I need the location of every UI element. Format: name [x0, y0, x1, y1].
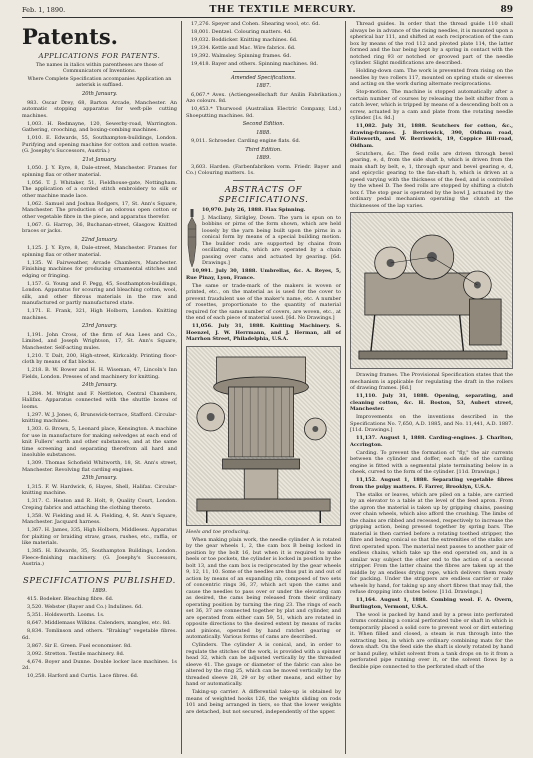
abstract-body: When making plain work, the needle cylinder A is rotated by the gear wheels 1, 2, the cam box B being locked in position by the bolt 16, but when it is required to make heels or toe pockets, the cylinder is locked in position by the bolt 13, and the cam box is reciprocated by the gear wheels 9, 12, 11, 10. Some of the needles are thus put in and out of action by means of an expanding rib, composed of two sets of concentric rings 36, 37, which act upon the cams and cause the needles to pass over or under the elevating cam as desired, the cams being released from their ordinary operating position by turning the ring 23. The rings of each set 36, 37 are connected together by plat and cylinder, and are operated from either cam 59, 51, which are rotated in opposite directions to the desired extent by means of racks and pinions, operated by hand ratchet gearing or automatically. Various forms of cams are described.: [186, 536, 341, 640]
figure-caption: Drawing frames. The Provisional Specification states that the mechanism is applicable for regulating the draft in the rollers of drawing frames. [6d.]: [350, 372, 513, 391]
spec-entry: 3,867. Sir E. Green. Fuel economiser. 8d.: [27, 642, 132, 649]
spec-entry: 19,418. Bayer and others. Spinning machines. 8d.: [191, 61, 318, 67]
column-1: [22, 21, 177, 754]
patent-entry: 1,284. M. Wright and F. Nettleton, Central Chambers, Halifax. Apparatus connected with the shuttle boxes of looms.: [22, 390, 177, 410]
spec-entry: 415. Bodeker. Bleaching fibre. 6d.: [27, 596, 114, 602]
knitting-machine-drawing: [187, 347, 340, 525]
year-heading: 1889.: [92, 587, 107, 594]
abstracts-heading: ABSTRACTS OF SPECIFICATIONS.: [218, 183, 309, 204]
pirn-illustration: [186, 209, 198, 267]
applications-heading: APPLICATIONS FOR PATENTS.: [38, 52, 161, 60]
journal-title: THE TEXTILE MERCURY.: [209, 4, 357, 15]
abstract-body: The stalks or leaves, which are piled on a table, are carried by an elevator to a table at the level of the feed apron. From the apron the material is taken up by gripping chains, passing over chain wheels, which also afford the crushing. The limbs of the chains are ribbed and recessed, respectively to increase the gripping action, being pressed together by spring bars. The material is then carried before a rotating toothed stripper, the fibre and being conical so that the extremities of the stalks are first operated upon. The material next passes to another pair of endless chains, which take up the end operated on, and in a similar way subject the other end to the action of a second stripper. From the latter chains the fibres are taken up at the middle by an endless drying rope, which delivers them ready for packing. Under the strippers are endless carrier or rake wheels by hand, for taking up any short fibres that may fall, the refuse dropping into chutes below. [11d. Drawings.]: [350, 491, 513, 595]
abstract-heading: [186, 268, 341, 281]
amended-entry: 3,603. Harden. (Farbenfabriken vorm. Friedr. Bayer and Co.) Colouring matters. 1s.: [186, 163, 341, 176]
figure-caption: [186, 529, 341, 536]
scutcher-drawing: [351, 213, 512, 368]
abstract-body: Cylinders. The cylinder A is conical, and, in order to regulate the stitches of the work, is provided with a spinner head 32, which can be adjusted vertically by the threaded sleeve 41. The gauge or diameter of the fabric can also be altered by the ring 25, which can be moved vertically by the threaded sleeve 28, 29 or by other means, and either by hand or automatically.: [186, 642, 341, 687]
scutcher-illustration: [350, 212, 513, 369]
abstract-body: Taking-up carrier. A differential take-up is obtained by means of weighted hooks 126, the weights sliding on rods 101 and being arranged in tiers, so that the lower weights are detached, but not secured, independently of the upper.: [186, 689, 341, 715]
patent-entry: 1,218. B. W. Bower and H. H. Wiseman, 47, Lincoln's Inn Fields, London. Presses of and machinery for knitting.: [22, 367, 177, 380]
patent-entry: 1,358. W. Fielding and H. A. Fielding, 4, St. Ann's Square, Manchester. Jacquard harness.: [22, 512, 177, 525]
patent-entry: 1,309. Thomas Schofield Whitworth, 18, St. Ann's street, Manchester. Revolving flat carding engines.: [22, 460, 177, 473]
patent-entry: 1,385. H. Edwards, 35, Southampton Buildings, London. Fleece-finishing machinery. (G. Josephy's Successors, Austria.): [22, 548, 177, 567]
patent-entry: 1,125. J. Y. Eyre, 8, Dale-street, Manchester. Frames for spinning flax or other material.: [22, 245, 177, 258]
abstract-title: 11,137. August 1, 1888. Carding-engines. J. Charlton, Accrington.: [350, 435, 513, 448]
section-rule: [233, 71, 295, 72]
patent-entry: 1,062. Samuel and Joshua Rodgers, 17, St. Ann's Square, Manchester. The production of an odorous open cotton or other vegetable fibre in the piece, and apparatus therefor.: [22, 200, 177, 220]
edition-heading: Second Edition.: [242, 121, 285, 127]
abstract-heading: [350, 435, 513, 448]
abstract-title: 10,970. July 26, 1888. Flax Spinning.: [202, 206, 306, 213]
abstract-body: Scutchers, &c. The feed rolls are driven through bevel gearing, e, d, from the side shaft b, which is driven from the main shaft by belt, e, 1, through spur and bevel gearing e, d, and epicyclic gearing to the fan-shaft h, which is driven at a speed varying with the thickness of the feed, and is controlled by the wheel D. The feed rolls are stopped by shifting a clutch box f. The stop gear is operated by the bowl J, actuated by the ordinary pedal mechanism operating the clutch at the thicknesses of the lap varies.: [350, 150, 513, 209]
page-number: 89: [500, 4, 513, 15]
date-heading: 24th January.: [82, 382, 117, 388]
abstract-heading: [202, 207, 341, 214]
patent-entry: 1,297. W. J. Jones, 6, Brunswick-terrace, Stafford. Circular-knitting machines.: [22, 411, 177, 424]
patent-entry: 1,003. H. Redmayne, 120, Sewerby-road, Warrington. Gathering, crooching, and boxing-combing machines.: [22, 120, 177, 133]
spec-entry: 3,092. Stretton. Textile machinery. 8d.: [27, 650, 125, 657]
spec-entry: 5,351. Holdsworth. Looms. 1s.: [27, 612, 105, 618]
abstract-title: 11,082. July 31, 1888. Scutchers for cotton, &c., drawing-frames. J. Berriswick, 390, Oldham road, Failsworth, and W. Berriswick, 19, Coppice Hill-road, Oldham.: [350, 123, 513, 149]
column-divider-1: [181, 21, 182, 754]
flax-spinning-abstract: [186, 207, 341, 267]
date-heading: 21st January.: [82, 156, 117, 163]
spec-entry: 18,001. Dentzel. Colouring matters. 4d.: [191, 29, 292, 35]
abstract-title: 10,991. July 30, 1888. Umbrellas, &c. A. Reyes, 5, Rue Pinay, Lyon, France.: [186, 268, 341, 281]
spec-entry: 10,258. Harford and Curtis. Lace fibres. 6d.: [27, 673, 139, 679]
column-2: [186, 21, 341, 754]
amended-entry: 6,067.* Avex. (Actiengesellschaft fur Anilin Fabrikation.) Azo colours. 8d.: [186, 91, 341, 104]
patent-entry: 1,135. W. Fairweather, Arcade Chambers, Manchester. Finishing machines for producing ornamental stitches and edging or fringing.: [22, 259, 177, 279]
specifications-published-heading: SPECIFICATIONS PUBLISHED.: [22, 574, 177, 585]
patent-entry: 1,303. G. Brown, 5, Leonard place, Kensington. A machine for use in manufacture for making selvedges at each end of knit Fullers' earth and other substances, and at the same time screening and separating therefrom all hard and insoluble substances.: [22, 426, 177, 458]
patent-entry: 1,010. E. Edwards, 55, Southampton-buildings, London. Purifying and opening machine for cotton and cotton waste. (G. Josephy's Successors, Austria.): [22, 135, 177, 154]
abstract-body: Improvements on the inventions described in the Specifications No. 7,650, A.D. 1885, and No. 11,441, A.D. 1887. [11d. Drawings.]: [350, 414, 513, 433]
date-heading: 20th January.: [82, 91, 117, 97]
abstract-heading: [186, 323, 341, 343]
patent-entry: 1,157. G. Young and F. Pegg, 45, Southampton-buildings, London. Apparatus for scouring and bleaching cotton, wool, silk, and other fibrous materials in the raw and manufactured or partly manufactured state.: [22, 280, 177, 306]
abstract-heading: [350, 597, 513, 610]
column-3: [350, 21, 513, 754]
patents-heading: Patents.: [22, 24, 118, 49]
patent-entry: 1,171. E. Frank, 321, High Holborn, London. Knitting machines.: [22, 308, 177, 321]
date-heading: 23rd January.: [81, 323, 118, 329]
amended-heading: Amended Specifications.: [231, 74, 296, 81]
amended-entry: 10,453.* Thurwood (Australian Electric Company, Ltd.) Shoeputting machines. 8d.: [186, 106, 341, 119]
spec-entry: 19,032. Boddicker. Knitting machines. 6d.: [191, 37, 298, 43]
abstract-body: Thread guides. In order that the thread guide 110 shall always be in advance of the rising needles, it is mounted upon a spherical bar 111, and shifted at each reciprocation of the cam box by means of the rod 112 and pivoted plate 114, the latter formed and the bar being kept by a spring in contact with the notched ring 93 or notched or grooved part of the needle cylinder. Slight modifications are described.: [350, 21, 513, 66]
header-date: Feb. 1, 1890.: [22, 5, 66, 14]
spec-entry: 17,276. Speyer and Cohen. Shearing wool, etc. 6d.: [191, 21, 321, 27]
year-heading: 1889.: [256, 155, 271, 161]
section-rule: [233, 180, 295, 181]
spec-entry: 8,834. Tomlinson and others. "Braking" vegetable fibres. 6d.: [22, 628, 177, 641]
patent-entry: 1,210. T. Dalt, 200, High-street, Kirkcaldy. Printing floor-cloth by means of flat blocks.: [22, 352, 177, 365]
patent-entry: 1,191. John Cross, of the firm of Asa Lees and Co., Limited, and Joseph Wrightson, 17, St. Ann's Square, Manchester. Self-acting mules.: [22, 331, 177, 351]
amended-entry: 9,011. Schroeder. Carding engine flats. 6d.: [191, 138, 301, 144]
date-heading: 22nd January.: [81, 236, 118, 243]
abstract-title: 11,110. July 31, 1888. Opening, separating, and cleaning cotton, &c. H. Boston, 53, Aubert street, Manchester.: [350, 393, 513, 412]
patent-entry: 1,050. J. Y. Eyre, 8, Dale-street, Manchester. Frames for spinning flax or other material.: [22, 165, 177, 178]
date-heading: 25th January.: [82, 475, 117, 481]
abstract-body: Stop-motion. The machine is stopped automatically after a certain number of courses by releasing the belt shifter from a catch lever, which is tripped by means of a descending bolt on a screw, actuated by a cam and plate from the rotating needle cylinder. [1s. 8d.]: [350, 89, 513, 121]
asterisk-note: Where Complete Specification accompanies Application an asterisk is suffixed.: [27, 77, 172, 88]
header-rule: [22, 17, 513, 18]
abstract-body: J. Macllany, Sirilgley, Down. The yarn is spun on to bobbins or pirns of the form shown, which are held loosely by the yarn being built upon the pirns in a conical form by means of a special building motion. The builder rods are supported by chains from oscillating shafts, which are operated by a chain passing over cams and actuated by gearing. [6d. Drawings.]: [202, 214, 341, 266]
abstract-body: Carding. To prevent the formation of "fly," the air currents between the cylinder and doffer, each side of the carding engine is fitted with a segmental plate terminating below in a cheek, curved to the form of the cylinder. [11d. Drawings.]: [350, 449, 513, 475]
spec-entry: 4,674. Boyer and Dunne. Double locker lace machines. 1s 2d.: [22, 658, 177, 671]
knitting-machine-illustration: [186, 346, 341, 526]
abstract-body: The wool is packed by hand and by a press into perforated drums containing a conical perforated tube or shaft in which is temporarily placed a solid core to prevent wool or dirt entering it. When filled and closed, a steam is run through into the extracting box, in which are ordinary combining mats for the down shaft. On the feed side the shaft is slowly rotated by hand or band pulley, whilst solvent from a tank drops on to it from a perforated pipe running over it, or the solvent flows by a flexible pipe connected to the perforated shaft of the: [350, 611, 513, 670]
edition-heading: Third Edition.: [245, 146, 282, 153]
abstract-title: 11,152. August 1, 1888. Separating vegetable fibres from the pulpy matters. F. Farrer, Brooklyn, U.S.A.: [350, 477, 513, 490]
italics-note: The names in italics within parentheses are those of Communicators of Inventions.: [35, 63, 164, 74]
spec-entry: 19,334. Kettle and Mac. Wire fabrics. 6d.: [191, 45, 296, 51]
patent-entry: 1,315. F. W. Hardwick, 6, Hayes, Shell, Halifax. Circular-knitting machine.: [22, 483, 177, 496]
abstract-body: Holding-down cam. The work is prevented from rising on the needles by two rollers 117, mounted on spring studs or sleeves and acting on the work during alternate reciprocations.: [350, 68, 513, 87]
column-divider-2: [345, 21, 346, 754]
patent-entry: 1,317. C. Heaton and R. Holt, 9, Quality Court, London. Creping fabrics and attaching the clothing thereto.: [22, 498, 177, 511]
caption-text: Heels and toe producing.: [186, 528, 251, 535]
abstract-title: 11,056. July 31, 1888. Knitting Machinery. S. Hoenzel, J. W. Herrmann, and J. Herman, all of Marrhon Street, Philadelphia, U.S.A.: [186, 323, 341, 342]
abstract-heading: [350, 123, 513, 149]
patent-entry: 1,367. H. James, 335, High Holborn, Middlesex. Apparatus for plaiting or braiding straw, grass, rushes, etc., raffia, or like materials.: [22, 527, 177, 546]
abstract-body: The same or trade-mark of the makers is woven or printed, etc., on the material as is used for the cover to prevent fraudulent use of the maker's name, etc. A number of rosettes, proportionate to the quantity of material required for the same number of covers, are woven, etc., at the end of each piece of material used. [6d. No Drawings.]: [186, 282, 341, 321]
patent-entry: 1,056. T. J. Whitaker, 51, Fieldhouse-gate, Nottingham. The application of a corded stitch embroidery to silk or other machine made lace.: [22, 179, 177, 199]
spec-entry: 19,392. Walmsley. Spinning frames. 6d.: [191, 53, 292, 59]
page-header: [22, 2, 513, 17]
abstract-title: 11,164. August 1, 1888. Combing wool. F. A. Overn, Burlington, Vermont, U.S.A.: [350, 597, 513, 610]
patent-entry: 983. Oscar Drey, 68, Barton Arcade, Manchester. An automatic stopping apparatus for weft-pile cutting machines.: [22, 99, 177, 119]
abstract-heading: [350, 393, 513, 413]
section-rule: [69, 571, 131, 572]
abstract-heading: [350, 477, 513, 490]
patent-entry: 1,067. G. Harrop, 36, Buchanan-street, Glasgow. Knitted braces or jacks.: [22, 221, 177, 234]
spec-entry: 3,520. Webster (Bayer and Co.) Indulines. 6d.: [27, 604, 143, 610]
spec-entry: 8,647. Middlemass Wilkins. Calenders, mangles, etc. 8d.: [27, 620, 171, 626]
year-heading: 1888.: [256, 129, 271, 136]
year-heading: 1887.: [256, 83, 271, 89]
